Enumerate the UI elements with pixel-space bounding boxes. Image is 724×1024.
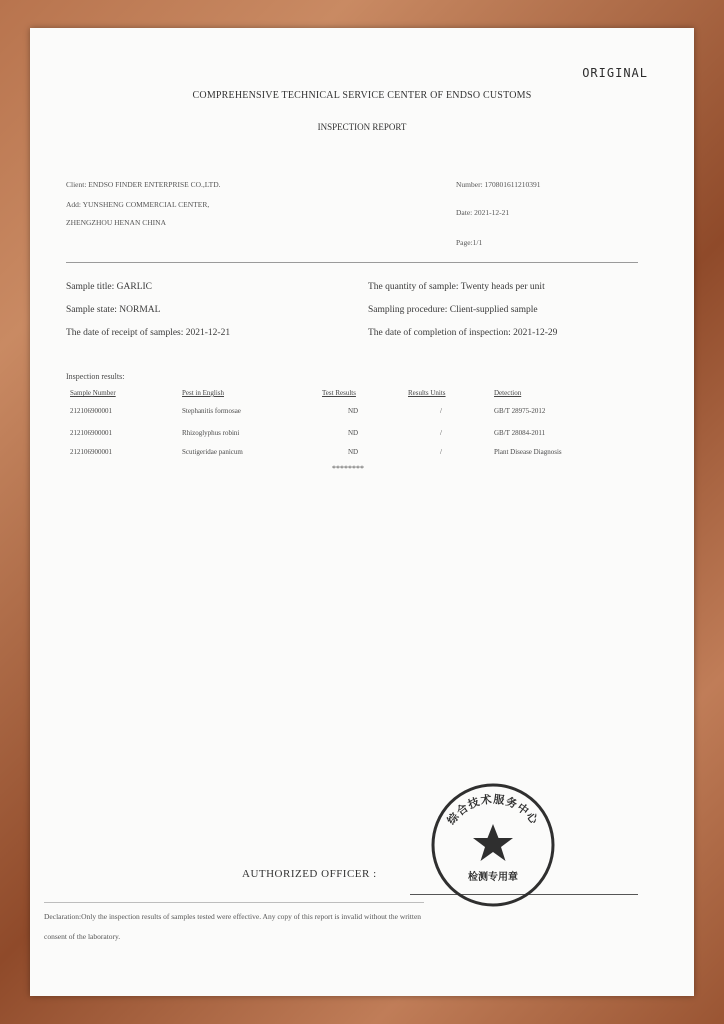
footer-divider	[44, 902, 424, 903]
official-seal-stamp	[428, 780, 558, 910]
page-number: Page:1/1	[456, 238, 483, 247]
inspection-completion-date: The date of completion of inspection: 2021-12-29	[368, 328, 558, 338]
cell-pest: Rhizoglyphus robini	[182, 429, 240, 437]
column-header-pest: Pest in English	[182, 389, 225, 397]
cell-detection: Plant Disease Diagnosis	[494, 448, 562, 456]
authorized-officer-label: AUTHORIZED OFFICER :	[242, 868, 377, 880]
inspection-results-label: Inspection results:	[66, 372, 125, 381]
report-title: INSPECTION REPORT	[317, 122, 407, 132]
column-header-results-units: Results Units	[408, 389, 446, 397]
column-header-sample-number: Sample Number	[70, 389, 116, 397]
report-number: Number: 170801611210391	[456, 180, 541, 189]
client-address-line2: ZHENGZHOU HENAN CHINA	[66, 218, 166, 227]
cell-test-result: ND	[348, 448, 359, 456]
cell-sample-number: 212106900001	[70, 448, 112, 456]
cell-results-unit: /	[440, 407, 442, 415]
table-end-marker: ********	[332, 464, 364, 473]
cell-sample-number: 212106900001	[70, 407, 112, 415]
sampling-procedure: Sampling procedure: Client-supplied sample	[368, 305, 538, 315]
cell-detection: GB/T 28084-2011	[494, 429, 546, 437]
column-header-detection: Detection	[494, 389, 522, 397]
cell-detection: GB/T 28975-2012	[494, 407, 546, 415]
sample-state: Sample state: NORMAL	[66, 305, 161, 315]
original-stamp: ORIGINAL	[582, 66, 648, 80]
cell-pest: Stephanitis formosae	[182, 407, 241, 415]
column-header-test-results: Test Results	[322, 389, 356, 397]
sample-receipt-date: The date of receipt of samples: 2021-12-21	[66, 328, 231, 338]
declaration-line1: Declaration:Only the inspection results of samples tested were effective. Any copy of this report is invalid without the written	[44, 912, 422, 921]
seal-ring-text: 综合技术服务中心	[444, 792, 542, 828]
seal-bottom-text: 检测专用章	[468, 872, 518, 883]
sample-quantity: The quantity of sample: Twenty heads per unit	[368, 282, 545, 292]
client-address-line1: Add: YUNSHENG COMMERCIAL CENTER,	[66, 200, 210, 209]
sample-title: Sample title: GARLIC	[66, 282, 153, 292]
cell-results-unit: /	[440, 429, 442, 437]
issuing-center-name: COMPREHENSIVE TECHNICAL SERVICE CENTER OF ENDSO CUSTOMS	[192, 90, 532, 101]
report-date: Date: 2021-12-21	[456, 208, 510, 217]
cell-test-result: ND	[348, 407, 359, 415]
header-divider	[66, 262, 638, 263]
cell-test-result: ND	[348, 429, 359, 437]
cell-pest: Scutigeridae panicum	[182, 448, 243, 456]
declaration-line2: consent of the laboratory.	[44, 932, 121, 941]
client-name: Client: ENDSO FINDER ENTERPRISE CO.,LTD.	[66, 180, 221, 189]
cell-sample-number: 212106900001	[70, 429, 112, 437]
report-page	[30, 28, 694, 996]
cell-results-unit: /	[440, 448, 442, 456]
